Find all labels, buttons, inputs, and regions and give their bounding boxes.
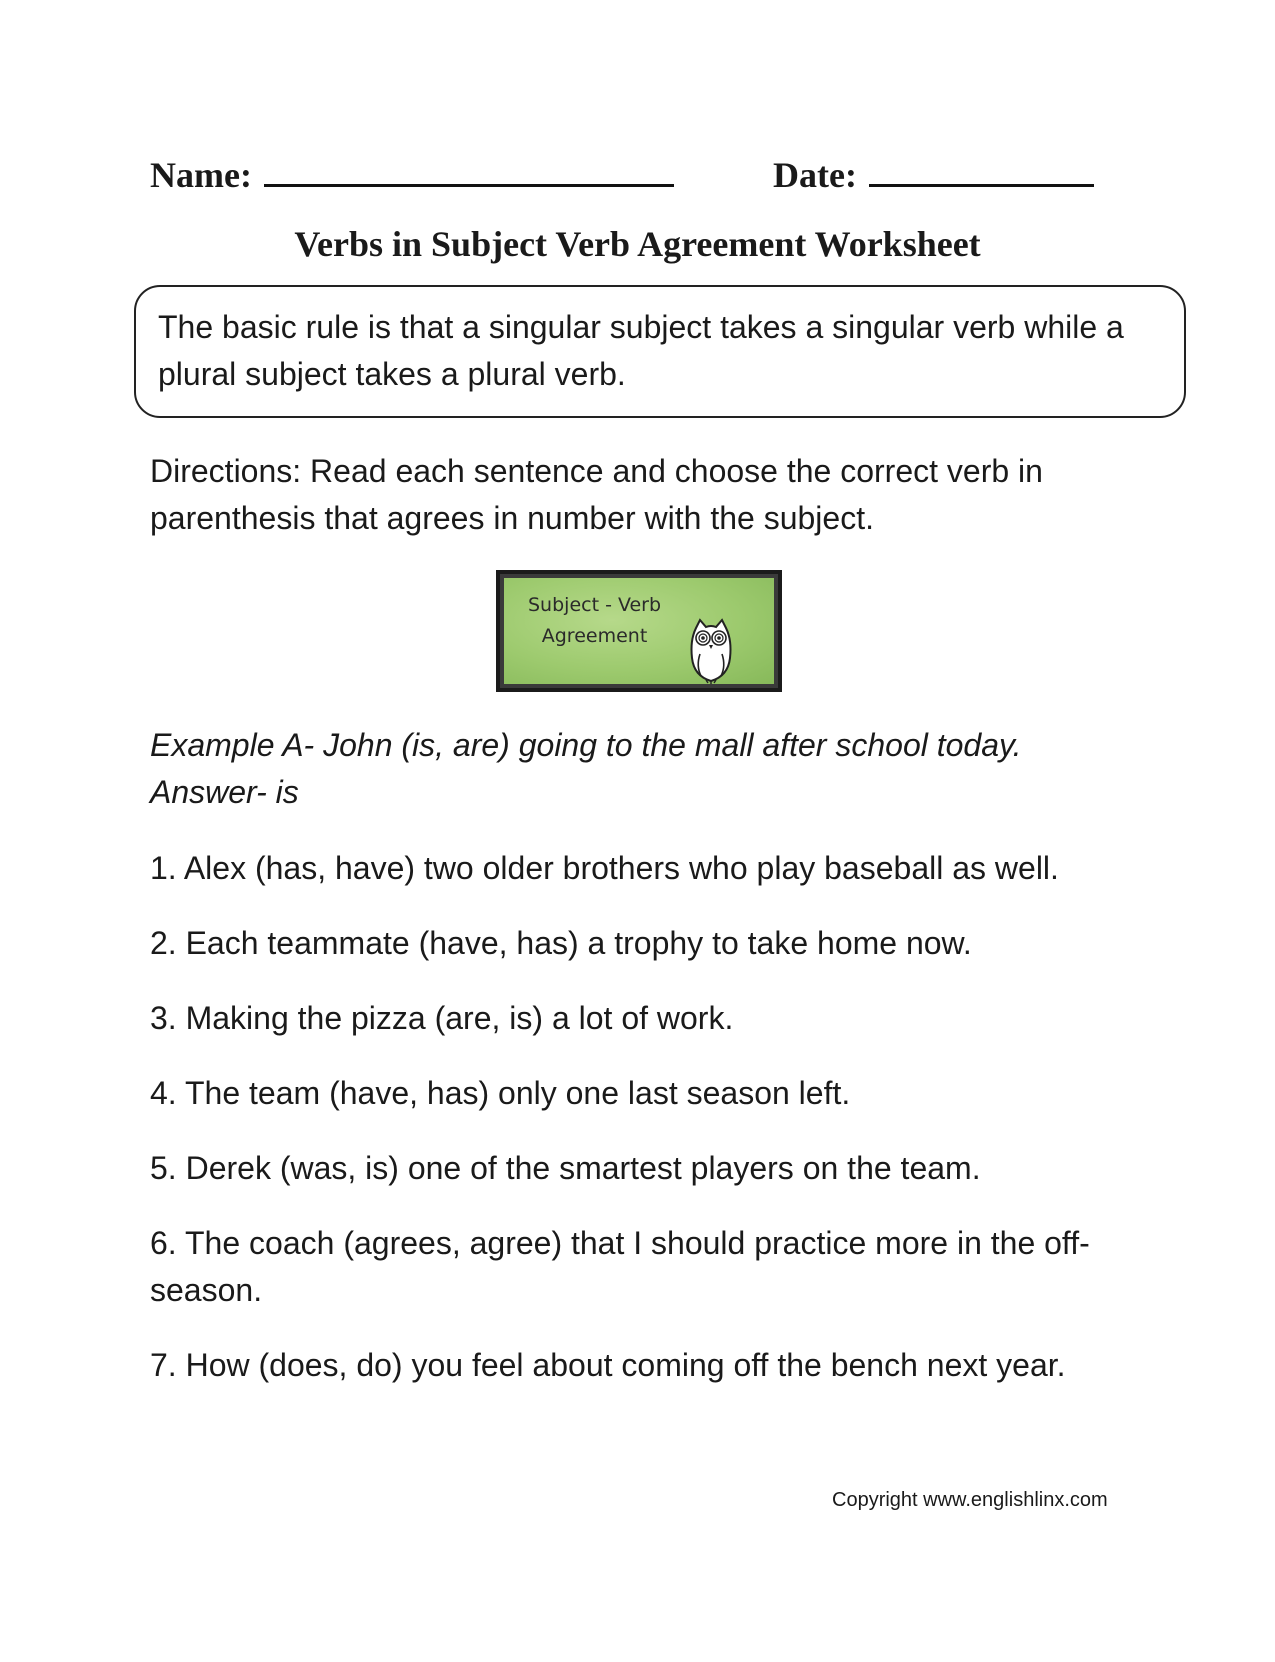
question-3: 3. Making the pizza (are, is) a lot of work. <box>150 1000 734 1036</box>
question-list <box>150 845 1130 1389</box>
header-row <box>150 148 857 197</box>
question-4: 4. The team (have, has) only one last season left. <box>150 1075 851 1111</box>
badge-text <box>528 590 661 652</box>
directions: Directions: Read each sentence and choose the correct verb in parenthesis that agrees in number with the subject. <box>150 453 1043 536</box>
example-sentence: Example A- John (is, are) going to the mall after school today. <box>150 727 1022 763</box>
badge-line-2: Agreement <box>541 625 648 647</box>
subject-verb-badge <box>496 570 782 692</box>
rule-text: The basic rule is that a singular subject takes a singular verb while a plural subject takes a plural verb. <box>158 309 1124 392</box>
example <box>150 722 1200 816</box>
badge-line-1: Subject - Verb <box>528 594 662 616</box>
example-answer: Answer- is <box>150 774 299 810</box>
question-2: 2. Each teammate (have, has) a trophy to take home now. <box>150 925 972 961</box>
badge-panel <box>504 578 774 684</box>
question-7: 7. How (does, do) you feel about coming off the bench next year. <box>150 1347 1066 1383</box>
date-field <box>773 148 1094 197</box>
question-6: 6. The coach (agrees, agree) that I should practice more in the off-season. <box>150 1225 1090 1308</box>
question-5: 5. Derek (was, is) one of the smartest players on the team. <box>150 1150 981 1186</box>
date-label: Date: <box>773 155 857 195</box>
name-label: Name: <box>150 155 252 195</box>
question-1: 1. Alex (has, have) two older brothers who play baseball as well. <box>150 850 1059 886</box>
worksheet-title: Verbs in Subject Verb Agreement Worksheet <box>294 224 981 264</box>
date-blank-line[interactable] <box>869 148 1094 187</box>
rule-box <box>134 285 1186 418</box>
copyright: Copyright www.englishlinx.com <box>832 1489 1108 1511</box>
owl-icon <box>686 618 736 684</box>
name-blank-line[interactable] <box>264 148 674 187</box>
